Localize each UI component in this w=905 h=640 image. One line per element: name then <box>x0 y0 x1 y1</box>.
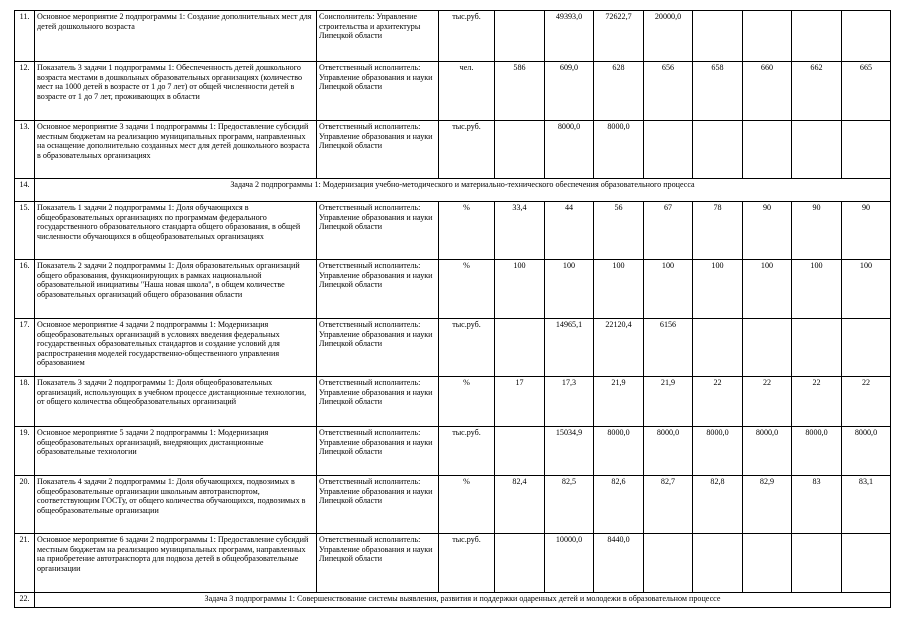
table-row <box>15 11 891 62</box>
value-cell: 90 <box>743 202 792 260</box>
value-cell: 22 <box>792 377 842 427</box>
activity-name: Показатель 1 задачи 2 подпрограммы 1: Доля обучающихся в общеобразовательных организациях по программам федерального государственного образовательного стандарта общего образования, в общей численности обучающихся в общеобразовательных организациях <box>35 202 317 260</box>
value-cell <box>644 534 693 593</box>
value-cell <box>693 121 743 179</box>
value-cell: 14965,1 <box>545 319 594 377</box>
value-cell: 100 <box>594 260 644 319</box>
row-number: 19. <box>15 427 35 476</box>
value-cell: 8000,0 <box>594 121 644 179</box>
value-cell: 82,6 <box>594 476 644 534</box>
value-cell: 44 <box>545 202 594 260</box>
value-cell: 10000,0 <box>545 534 594 593</box>
value-cell <box>792 319 842 377</box>
value-cell: 49393,0 <box>545 11 594 62</box>
row-number: 21. <box>15 534 35 593</box>
value-cell: 82,8 <box>693 476 743 534</box>
value-cell: 628 <box>594 62 644 121</box>
value-cell <box>792 534 842 593</box>
value-cell: 17,3 <box>545 377 594 427</box>
value-cell: 609,0 <box>545 62 594 121</box>
row-number: 17. <box>15 319 35 377</box>
value-cell <box>693 319 743 377</box>
value-cell: 67 <box>644 202 693 260</box>
executor: Соисполнитель: Управление строительства и архитектуры Липецкой области <box>317 11 439 62</box>
unit: тыс.руб. <box>439 427 495 476</box>
table-row <box>15 319 891 377</box>
executor: Ответственный исполнитель: Управление образования и науки Липецкой области <box>317 62 439 121</box>
unit: тыс.руб. <box>439 534 495 593</box>
table-row <box>15 121 891 179</box>
unit: % <box>439 202 495 260</box>
value-cell: 660 <box>743 62 792 121</box>
value-cell: 82,9 <box>743 476 792 534</box>
value-cell <box>792 11 842 62</box>
value-cell <box>495 11 545 62</box>
program-indicators-table <box>14 10 891 608</box>
task-title: Задача 2 подпрограммы 1: Модернизация учебно-методического и материально-технического обеспечения образовательного процесса <box>35 179 891 202</box>
executor: Ответственный исполнитель: Управление образования и науки Липецкой области <box>317 476 439 534</box>
value-cell: 78 <box>693 202 743 260</box>
value-cell: 665 <box>842 62 891 121</box>
row-number: 14. <box>15 179 35 202</box>
value-cell: 22120,4 <box>594 319 644 377</box>
unit: чел. <box>439 62 495 121</box>
value-cell <box>792 121 842 179</box>
task-header-row <box>15 179 891 202</box>
value-cell: 658 <box>693 62 743 121</box>
value-cell: 586 <box>495 62 545 121</box>
value-cell: 17 <box>495 377 545 427</box>
value-cell: 56 <box>594 202 644 260</box>
value-cell: 8000,0 <box>594 427 644 476</box>
value-cell <box>842 11 891 62</box>
value-cell <box>842 534 891 593</box>
row-number: 16. <box>15 260 35 319</box>
value-cell: 90 <box>792 202 842 260</box>
value-cell: 8000,0 <box>792 427 842 476</box>
row-number: 12. <box>15 62 35 121</box>
activity-name: Основное мероприятие 2 подпрограммы 1: Создание дополнительных мест для детей дошкольного возраста <box>35 11 317 62</box>
activity-name: Показатель 2 задачи 2 подпрограммы 1: Доля образовательных организаций общего образования, функционирующих в рамках национальной образовательной инициативы "Наша новая школа", в общем количестве образовательных организаций общего образования области <box>35 260 317 319</box>
unit: тыс.руб. <box>439 319 495 377</box>
value-cell: 8000,0 <box>842 427 891 476</box>
table-row <box>15 476 891 534</box>
value-cell: 100 <box>743 260 792 319</box>
unit: % <box>439 476 495 534</box>
value-cell: 100 <box>842 260 891 319</box>
executor: Ответственный исполнитель: Управление образования и науки Липецкой области <box>317 427 439 476</box>
table-row <box>15 62 891 121</box>
value-cell: 82,5 <box>545 476 594 534</box>
task-header-row <box>15 593 891 608</box>
table-row <box>15 534 891 593</box>
executor: Ответственный исполнитель: Управление образования и науки Липецкой области <box>317 121 439 179</box>
executor: Ответственный исполнитель: Управление образования и науки Липецкой области <box>317 202 439 260</box>
value-cell <box>495 427 545 476</box>
value-cell <box>693 11 743 62</box>
value-cell: 100 <box>495 260 545 319</box>
value-cell <box>693 534 743 593</box>
value-cell: 22 <box>743 377 792 427</box>
task-title: Задача 3 подпрограммы 1: Совершенствование системы выявления, развития и поддержки одаренных детей и молодежи в образовательном процессе <box>35 593 891 608</box>
value-cell: 82,4 <box>495 476 545 534</box>
activity-name: Показатель 3 задачи 1 подпрограммы 1: Обеспеченность детей дошкольного возраста местами в дошкольных образовательных организациях (количество мест на 1000 детей в возрасте от 1 до 7 лет) от общей численности детей в возрасте от 1 до 7 лет, проживающих в области <box>35 62 317 121</box>
value-cell: 72622,7 <box>594 11 644 62</box>
value-cell: 22 <box>693 377 743 427</box>
activity-name: Показатель 4 задачи 2 подпрограммы 1: Доля обучающихся, подвозимых в общеобразовательные организации школьным автотранспортом, соответствующим ГОСТу, от общего количества обучающихся, подвозимых в общеобразовательные организации <box>35 476 317 534</box>
unit: % <box>439 377 495 427</box>
value-cell: 662 <box>792 62 842 121</box>
value-cell: 8000,0 <box>743 427 792 476</box>
value-cell: 22 <box>842 377 891 427</box>
value-cell <box>495 534 545 593</box>
activity-name: Показатель 3 задачи 2 подпрограммы 1: Доля общеобразовательных организаций, использующих в учебном процессе дистанционные технологии, от общего количества общеобразовательных организаций <box>35 377 317 427</box>
row-number: 22. <box>15 593 35 608</box>
value-cell: 33,4 <box>495 202 545 260</box>
value-cell <box>743 11 792 62</box>
value-cell: 83,1 <box>842 476 891 534</box>
executor: Ответственный исполнитель: Управление образования и науки Липецкой области <box>317 377 439 427</box>
value-cell: 100 <box>644 260 693 319</box>
table-row <box>15 202 891 260</box>
value-cell: 21,9 <box>594 377 644 427</box>
value-cell <box>644 121 693 179</box>
value-cell: 8000,0 <box>644 427 693 476</box>
value-cell <box>743 319 792 377</box>
value-cell: 20000,0 <box>644 11 693 62</box>
row-number: 13. <box>15 121 35 179</box>
executor: Ответственный исполнитель: Управление образования и науки Липецкой области <box>317 260 439 319</box>
value-cell: 100 <box>545 260 594 319</box>
value-cell: 656 <box>644 62 693 121</box>
value-cell: 100 <box>792 260 842 319</box>
activity-name: Основное мероприятие 4 задачи 2 подпрограммы 1: Модернизация общеобразовательных организаций в условиях введения федеральных государственных образовательных стандартов и создание условий для распространения моделей государственно-общественного управления образованием <box>35 319 317 377</box>
row-number: 15. <box>15 202 35 260</box>
value-cell <box>495 121 545 179</box>
value-cell <box>743 534 792 593</box>
value-cell <box>842 121 891 179</box>
value-cell: 8000,0 <box>693 427 743 476</box>
value-cell: 15034,9 <box>545 427 594 476</box>
unit: тыс.руб. <box>439 11 495 62</box>
table-row <box>15 260 891 319</box>
value-cell: 8440,0 <box>594 534 644 593</box>
value-cell: 21,9 <box>644 377 693 427</box>
value-cell: 8000,0 <box>545 121 594 179</box>
value-cell <box>743 121 792 179</box>
row-number: 11. <box>15 11 35 62</box>
value-cell <box>842 319 891 377</box>
value-cell: 6156 <box>644 319 693 377</box>
value-cell: 100 <box>693 260 743 319</box>
value-cell: 90 <box>842 202 891 260</box>
row-number: 20. <box>15 476 35 534</box>
value-cell: 82,7 <box>644 476 693 534</box>
activity-name: Основное мероприятие 5 задачи 2 подпрограммы 1: Модернизация общеобразовательных организаций, внедряющих дистанционные образовательные технологии <box>35 427 317 476</box>
table-row <box>15 377 891 427</box>
unit: тыс.руб. <box>439 121 495 179</box>
row-number: 18. <box>15 377 35 427</box>
activity-name: Основное мероприятие 6 задачи 2 подпрограммы 1: Предоставление субсидий местным бюджетам на реализацию муниципальных программ, направленных на приобретение автотранспорта для подвоза детей в общеобразовательные организации <box>35 534 317 593</box>
executor: Ответственный исполнитель: Управление образования и науки Липецкой области <box>317 534 439 593</box>
value-cell: 83 <box>792 476 842 534</box>
table-row <box>15 427 891 476</box>
activity-name: Основное мероприятие 3 задачи 1 подпрограммы 1: Предоставление субсидий местным бюджетам на реализацию муниципальных программ, направленных на оснащение дополнительно созданных мест для детей дошкольного возраста в образовательных организациях <box>35 121 317 179</box>
unit: % <box>439 260 495 319</box>
value-cell <box>495 319 545 377</box>
executor: Ответственный исполнитель: Управление образования и науки Липецкой области <box>317 319 439 377</box>
